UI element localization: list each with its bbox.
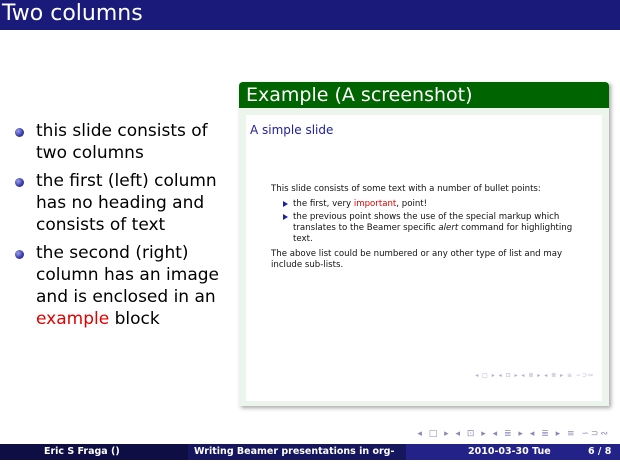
alert-word: example (36, 309, 110, 329)
emph-word: alert (438, 223, 459, 233)
alert-word: important (353, 199, 397, 209)
bullet-list (14, 120, 234, 336)
screenshot-outro: The above list could be numbered or any other type of list and may include sub-lists. (271, 249, 563, 270)
bullet-text-part: block (109, 309, 160, 329)
bullet-text (36, 242, 234, 330)
bullet-text: this slide consists of two columns (36, 121, 208, 163)
slide-title: Two columns (2, 1, 143, 26)
footer-date: 2010-03-30 Tue (468, 446, 551, 457)
example-block-title: Example (A screenshot) (239, 82, 609, 108)
triangle-bullet-icon (283, 201, 288, 207)
bullet-item (14, 242, 234, 330)
list-text: , point! (396, 199, 428, 209)
bullet-item (14, 120, 234, 164)
footer-date-section (406, 444, 620, 460)
screenshot-image (246, 115, 602, 401)
footer-author: Eric S Fraga () (44, 446, 120, 457)
list-text: the previous point shows the use of the special markup which translates to the Beamer specific (293, 212, 560, 233)
slide-title-bar (0, 0, 620, 30)
screenshot-list-item (283, 199, 591, 210)
screenshot-intro: This slide consists of some text with a number of bullet points: (271, 184, 541, 194)
footer-author-section (0, 444, 188, 460)
screenshot-list-item (283, 212, 591, 245)
footer-page-number: 6 / 8 (588, 446, 612, 457)
screenshot-list (283, 199, 591, 245)
bullet-icon (15, 178, 24, 187)
navigation-symbols[interactable]: ◂ □ ▸ ◂ ⊡ ▸ ◂ ≣ ▸ ◂ ≣ ▸ ≡ ∽⊃∾ (417, 429, 610, 439)
screenshot-nav-icons: ◂ □ ▸ ◂ ⊡ ▸ ◂ ≣ ▸ ◂ ≣ ▸ ≡ ∽⊃∾ (475, 372, 594, 379)
screenshot-content (271, 184, 591, 271)
footer-title: Writing Beamer presentations in org-mod (194, 446, 395, 473)
footer (0, 444, 620, 473)
bullet-icon (15, 128, 24, 137)
bullet-item (14, 170, 234, 236)
list-text: the first, very (293, 199, 354, 209)
triangle-bullet-icon (283, 214, 288, 220)
list-text: command for highlighting text. (293, 223, 573, 244)
bullet-text: the first (left) column has no heading and consists of text (36, 171, 217, 235)
footer-title-section (188, 444, 406, 473)
example-block (239, 82, 609, 406)
screenshot-slide-title: A simple slide (250, 123, 334, 137)
example-block-body (239, 108, 609, 406)
bullet-text-part: the second (right) column has an image and is enclosed in an (36, 243, 219, 307)
bullet-icon (15, 250, 24, 259)
